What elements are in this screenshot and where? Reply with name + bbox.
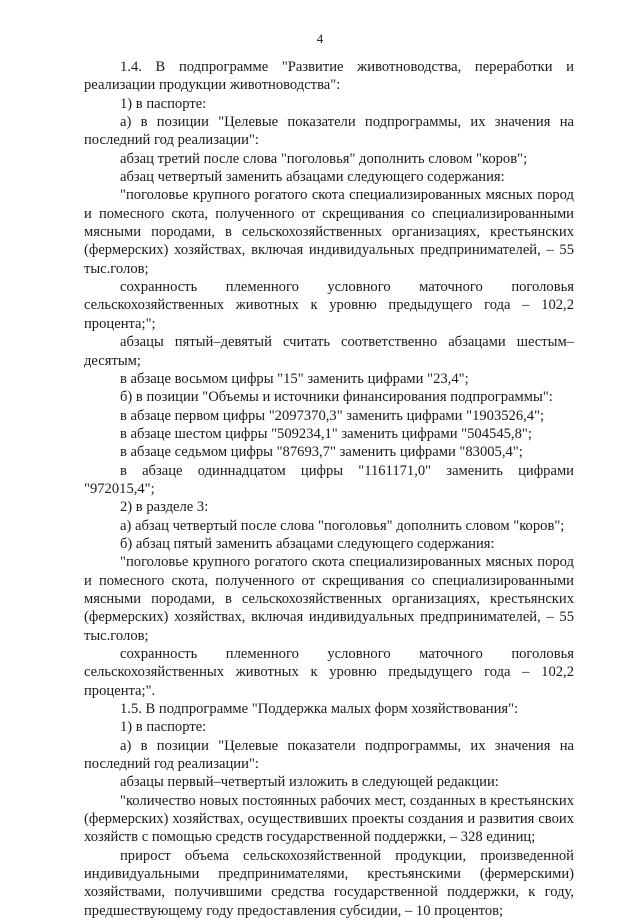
paragraph-section-3-b: б) абзац пятый заменить абзацами следующего содержания: bbox=[120, 535, 495, 552]
paragraph-1-4-heading: 1.4. В подпрограмме "Развитие животноводства, переработки и реализации продукции животноводства": bbox=[84, 59, 574, 94]
paragraph-target-indicators-2: а) в позиции "Целевые показатели подпрограммы, их значения на последний год реализации": bbox=[84, 737, 574, 773]
paragraph-1-5-heading: 1.5. В подпрограмме "Поддержка малых форм хозяйствования": bbox=[120, 701, 519, 718]
paragraph-passport-2: 1) в паспорте: bbox=[120, 719, 207, 736]
paragraph-quote-breeding: сохранность племенного условного маточного поголовья сельскохозяйственных животных к уровню предыдущего года – 102,2 процента;"; bbox=[84, 279, 574, 332]
paragraph-abzac-eighth: в абзаце восьмом цифры "15" заменить цифрами "23,4"; bbox=[120, 370, 469, 387]
paragraph-financing: б) в позиции "Объемы и источники финансирования подпрограммы": bbox=[120, 389, 553, 406]
paragraph-section-3: 2) в разделе 3: bbox=[120, 499, 209, 516]
paragraph-quote-breeding-2: сохранность племенного условного маточного поголовья сельскохозяйственных животных к уровню предыдущего года – 102,2 процента;". bbox=[84, 646, 574, 699]
paragraph-abzacy-first-fourth: абзацы первый–четвертый изложить в следующей редакции: bbox=[120, 774, 499, 791]
paragraph-passport: 1) в паспорте: bbox=[120, 95, 207, 112]
paragraph-abzac-fourth: абзац четвертый заменить абзацами следующего содержания: bbox=[120, 169, 505, 186]
paragraph-quote-jobs: "количество новых постоянных рабочих мест, созданных в крестьянских (фермерских) хозяйствах, осуществивших проекты создания и развития своих хозяйств с помощью средств государственной поддержки, – 328 единиц; bbox=[84, 792, 574, 846]
paragraph-section-3-a: а) абзац четвертый после слова "поголовья" дополнить словом "коров"; bbox=[120, 517, 565, 534]
document-body bbox=[84, 58, 574, 920]
paragraph-quote-growth: прирост объема сельскохозяйственной продукции, произведенной индивидуальными предпринимателями, крестьянскими (фермерскими) хозяйствами, получившими средства государственной поддержки, к году, предшествующему году предоставления субсидии, – 10 процентов; bbox=[84, 847, 574, 919]
paragraph-abzac-first-figures: в абзаце первом цифры "2097370,3" заменить цифрами "1903526,4"; bbox=[120, 407, 545, 424]
paragraph-abzac-seventh-figures: в абзаце седьмом цифры "87693,7" заменить цифрами "83005,4"; bbox=[120, 444, 523, 461]
paragraph-renumber: абзацы пятый–девятый считать соответственно абзацами шестым–десятым; bbox=[84, 334, 574, 369]
paragraph-quote-cattle-2: "поголовье крупного рогатого скота специализированных мясных пород и помесного скота, полученного от скрещивания со специализированными мясными породами, в сельскохозяйственных организациях, крестьянских (фермерских) хозяйствах, включая индивидуальных предпринимателей, – 55 тыс.голов; bbox=[84, 554, 574, 644]
paragraph-target-indicators: а) в позиции "Целевые показатели подпрограммы, их значения на последний год реализации": bbox=[84, 114, 574, 149]
paragraph-abzac-third: абзац третий после слова "поголовья" дополнить словом "коров"; bbox=[120, 150, 528, 167]
page-number: 4 bbox=[316, 31, 324, 46]
paragraph-abzac-eleventh-figures: в абзаце одиннадцатом цифры "1161171,0" заменить цифрами "972015,4"; bbox=[84, 462, 574, 497]
paragraph-quote-cattle: "поголовье крупного рогатого скота специализированных мясных пород и помесного скота, полученного от скрещивания со специализированными мясными породами, в сельскохозяйственных организациях, крестьянских (фермерских) хозяйствах, включая индивидуальных предпринимателей, – 55 тыс.голов; bbox=[84, 187, 574, 277]
paragraph-abzac-sixth-figures: в абзаце шестом цифры "509234,1" заменить цифрами "504545,8"; bbox=[120, 425, 532, 442]
